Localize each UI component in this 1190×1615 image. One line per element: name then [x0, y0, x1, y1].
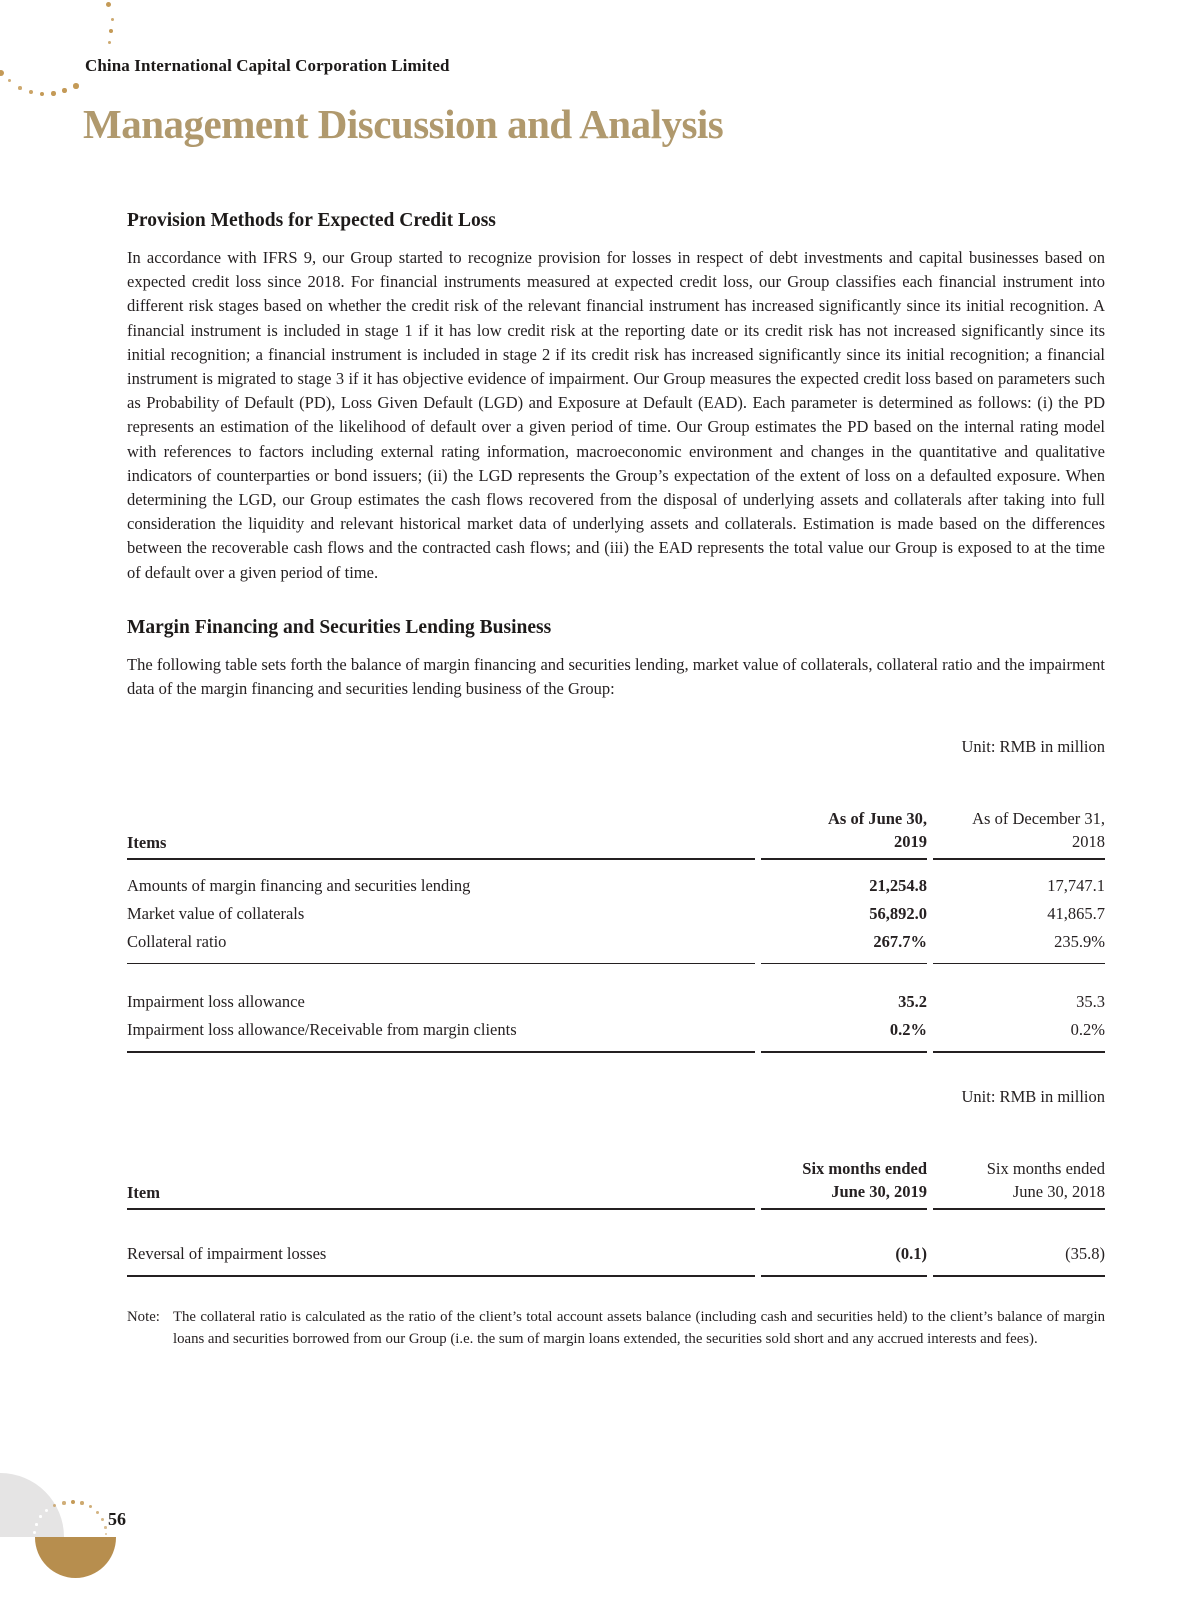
decoration-dot — [71, 1500, 75, 1504]
page-title: Management Discussion and Analysis — [83, 101, 724, 147]
table2-col2-header-line1: Six months ended — [802, 1159, 927, 1179]
table1-col3-header-line2: 2018 — [1072, 832, 1105, 852]
footnote-text: The collateral ratio is calculated as the ratio of the client’s total account assets balance (including cash and securities held) to the client’s balance of margin loans and securities borrowed from our Group (i.e. the sum of margin loans extended, the securities sold short and any accrued interests and fees). — [173, 1309, 1105, 1347]
table-impairment-reversal — [127, 1127, 1105, 1277]
decoration-dot — [39, 1515, 42, 1518]
table-row-value-2019: 267.7% — [761, 928, 927, 964]
table-margin-financing-balances — [127, 777, 1105, 1053]
section-heading-provision-methods: Provision Methods for Expected Credit Loss — [127, 210, 496, 231]
section-heading-margin-financing: Margin Financing and Securities Lending Business — [127, 616, 552, 638]
table2-col2-header-line2: June 30, 2019 — [831, 1182, 927, 1202]
table-row-value-2018: (35.8) — [933, 1210, 1105, 1277]
unit-label-table1: Unit: RMB in million — [961, 737, 1105, 757]
decoration-dot — [111, 18, 114, 21]
decoration-dot — [109, 29, 113, 33]
decoration-dot — [18, 86, 22, 90]
table1-col2-header-line2: 2019 — [894, 832, 927, 852]
decoration-dot — [89, 1505, 92, 1508]
table-row-value-2019: 56,892.0 — [869, 904, 927, 924]
decoration-dot — [104, 1526, 107, 1529]
decoration-dot — [105, 1533, 107, 1535]
table-row-value-2018: 0.2% — [933, 1016, 1105, 1053]
table2-col2-header — [761, 1127, 927, 1210]
decoration-dot — [8, 79, 11, 82]
paragraph-provision-methods: In accordance with IFRS 9, our Group started to recognize provision for losses in respect of debt investments and capital businesses based on expected credit loss since 2018. For financial instruments measured at expected credit loss, our Group classifies each financial instrument into different risk stages based on whether the credit risk of the relevant financial instrument has increased significantly since its initial recognition. A financial instrument is included in stage 1 if it has low credit risk at the reporting date or its credit risk has not increased significantly since its initial recognition; a financial instrument is included in stage 2 if its credit risk has increased significantly since its initial recognition; a financial instrument is migrated to stage 3 if it has objective evidence of impairment. Our Group measures the expected credit loss based on parameters such as Probability of Default (PD), Loss Given Default (LGD) and Exposure at Default (EAD). Each parameter is determined as follows: (i) the PD represents an estimation of the likelihood of default over a given period of time. Our Group estimates the PD based on the internal rating model with references to factors including external rating information, macroeconomic environment and changes in the quantitative and qualitative indicators of counterparties or bond issuers; (ii) the LGD represents the Group’s expectation of the extent of loss on a defaulted exposure. When determining the LGD, our Group estimates the cash flows recovered from the disposal of underlying assets and collaterals after taking into full consideration the liquidity and relevant historical market data of underlying assets and collaterals. Estimation is made based on the differences between the recoverable cash flows and the contracted cash flows; and (iii) the EAD represents the total value our Group is exposed to at the time of default over a given period of time. — [127, 248, 1105, 582]
table-row-label: Collateral ratio — [127, 928, 755, 964]
decoration-dot — [0, 70, 4, 76]
table-row-value-2018: 17,747.1 — [1047, 876, 1105, 896]
decoration-dot — [62, 1501, 66, 1505]
footnote — [127, 1307, 1105, 1350]
decoration-dot — [29, 90, 33, 94]
table2-col3-header — [933, 1127, 1105, 1210]
table-row-value-2019: 21,254.8 — [869, 876, 927, 896]
decoration-dot — [101, 1518, 104, 1521]
table1-col3-header — [933, 777, 1105, 860]
table-row-value-2019: 35.2 — [898, 992, 927, 1012]
decoration-dot — [73, 83, 79, 89]
table2-col3-header-line2: June 30, 2018 — [1012, 1182, 1105, 1202]
decoration-dot — [106, 2, 111, 7]
decoration-dot — [40, 92, 44, 96]
decoration-dot — [51, 91, 56, 96]
table-row-label: Impairment loss allowance — [127, 992, 305, 1012]
table1-col2-header-line1: As of June 30, — [827, 809, 927, 829]
table1-col2-header — [761, 777, 927, 860]
decoration-dot — [53, 1504, 56, 1507]
table-row-value-2019: 0.2% — [761, 1016, 927, 1053]
paragraph-margin-financing-intro: The following table sets forth the balance of margin financing and securities lending, market value of collaterals, collateral ratio and the impairment data of the margin financing and securities lending business of the Group: — [127, 654, 1105, 699]
table-row-value-2018: 41,865.7 — [1047, 904, 1105, 924]
table1-col1-header: Items — [127, 777, 755, 860]
decoration-dot — [80, 1501, 84, 1505]
decoration-dot — [96, 1511, 99, 1514]
decoration-dot — [35, 1523, 38, 1526]
table-row-label: Impairment loss allowance/Receivable from margin clients — [127, 1016, 755, 1053]
content-column — [127, 210, 1105, 1350]
table-row-label: Reversal of impairment losses — [127, 1210, 755, 1277]
decoration-dot — [62, 88, 67, 93]
footer-gold-semicircle — [35, 1537, 116, 1578]
footnote-label: Note: — [127, 1309, 160, 1326]
page-number: 56 — [108, 1509, 126, 1529]
company-name: China International Capital Corporation Limited — [85, 56, 450, 75]
table-group-spacer — [127, 964, 1105, 988]
table2-col1-header: Item — [127, 1127, 755, 1210]
decoration-dot — [108, 41, 111, 44]
decoration-dot — [33, 1531, 36, 1534]
table-row-value-2019: (0.1) — [761, 1210, 927, 1277]
table1-col3-header-line1: As of December 31, — [972, 809, 1105, 829]
table-row-label: Amounts of margin financing and securities lending — [127, 876, 471, 896]
decoration-dot — [45, 1509, 48, 1512]
table-row-value-2018: 35.3 — [1076, 992, 1105, 1012]
table2-col3-header-line1: Six months ended — [986, 1159, 1105, 1179]
unit-label-table2: Unit: RMB in million — [961, 1087, 1105, 1107]
table-row-label: Market value of collaterals — [127, 904, 305, 924]
table-row-value-2018: 235.9% — [933, 928, 1105, 964]
